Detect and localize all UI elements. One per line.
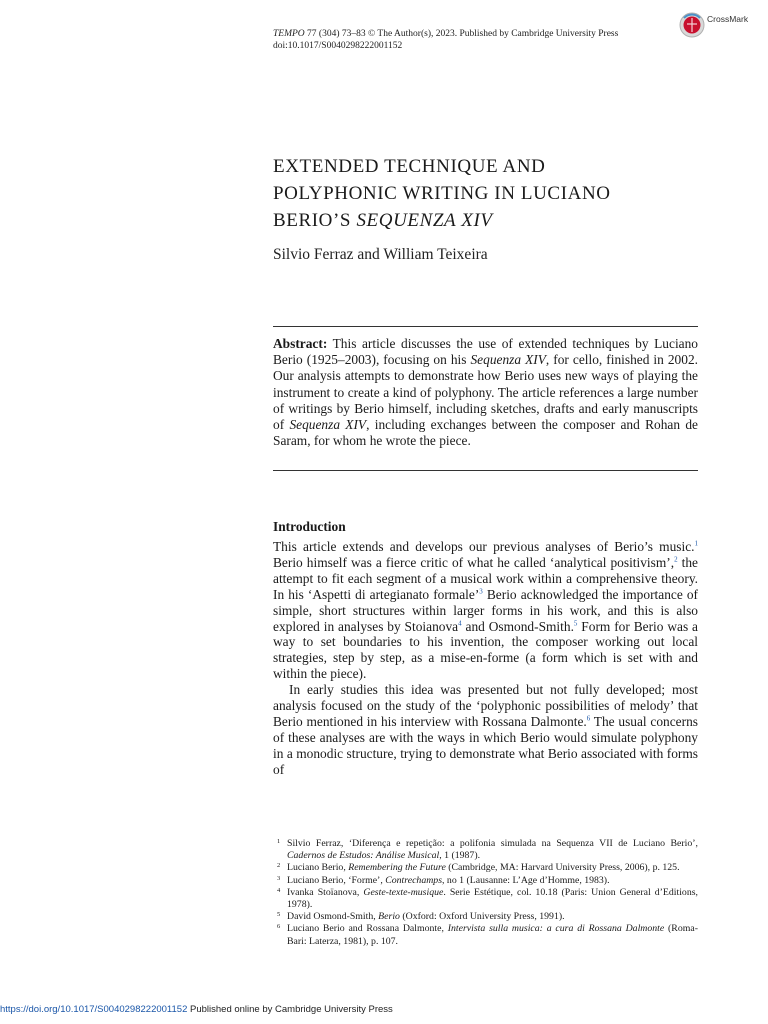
- footnote-run: , 1 (1987).: [439, 850, 481, 862]
- footnote-text: [287, 838, 698, 862]
- footnote-italic: Cadernos de Estudos: Análise Musical: [287, 850, 440, 862]
- footnote-number: 5: [277, 911, 281, 919]
- crossmark-label: CrossMark: [707, 14, 749, 24]
- section-heading: Introduction: [273, 519, 346, 534]
- text-run: Form for Berio was a way to set boundaries to his invention, the composer working out local strategies, step by step, as a mise-en-forme (a form which is set with and within the piece).: [273, 618, 699, 682]
- body-text: [273, 539, 698, 778]
- paragraph-1: [273, 539, 698, 682]
- footnote-item: [277, 911, 698, 923]
- text-run: Berio himself was a fierce critic of what he called ‘analytical positivism’,: [273, 554, 675, 570]
- footnote-ref-1[interactable]: 1: [694, 539, 698, 548]
- footnote-italic: Intervista sulla musica: a cura di Rossana Dalmonte: [447, 923, 665, 935]
- text-run: Berio acknowledged the importance of simple, short structures within larger forms in his work, and this is also explored in analyses by Stoianova: [273, 586, 698, 634]
- article-title: [273, 153, 713, 234]
- footnote-italic: Contrechamps: [385, 874, 443, 886]
- footnote-italic: Geste-texte-musique: [363, 886, 444, 898]
- text-run: the attempt to fit each segment of a musical work within a comprehensive theory. In his ‘Aspetti di artegianato formale’: [273, 554, 698, 602]
- footnote-ref-4[interactable]: 4: [458, 619, 462, 628]
- text-run: The usual concerns of these analyses are with the ways in which Berio would simulate polyphony in a monodic structure, trying to demonstrate what Berio associated with forms of: [273, 713, 698, 777]
- footnote-ref-3[interactable]: 3: [479, 587, 483, 596]
- citation-line: [273, 28, 618, 40]
- footnote-run: (Oxford: Oxford University Press, 1991).: [399, 911, 565, 923]
- citation-details: 77 (304) 73–83 © The Author(s), 2023. Published by Cambridge University Press: [304, 29, 619, 39]
- footnote-run: (Cambridge, MA: Harvard University Press, 2006), p. 125.: [445, 862, 680, 874]
- footnote-ref-5[interactable]: 5: [573, 619, 578, 628]
- title-line-1: EXTENDED TECHNIQUE AND: [273, 156, 546, 177]
- footnote-run: Ivanka Stoïanova,: [287, 886, 364, 898]
- doi-link[interactable]: https://doi.org/10.1017/S0040298222001152: [0, 1004, 188, 1015]
- footnote-item: [277, 838, 698, 862]
- footnote-run: Luciano Berio, ‘Forme’,: [287, 874, 386, 886]
- footnote-ref-6[interactable]: 6: [586, 714, 591, 723]
- text-run: In early studies this idea was presented but not fully developed; most analysis focused on the study of the ‘polyphonic possibilities of melody’ that Berio mentioned in his interview with Rossana Dalmonte.: [273, 682, 698, 729]
- footer-text: Published online by Cambridge University Press: [187, 1004, 393, 1015]
- footnote-text: [287, 911, 698, 923]
- text-run: This article extends and develops our previous analyses of Berio’s music.: [273, 539, 695, 554]
- abstract-text: , for cello, finished in 2002. Our analysis attempts to demonstrate how Berio uses new ways of playing the instrument to create a kind of polyphony. The article references a large number of writings by Berio himself, including sketches, drafts and early manuscripts of: [273, 352, 698, 433]
- footnote-number: 1: [277, 838, 281, 845]
- footnote-text: [287, 862, 698, 874]
- footnote-number: 4: [277, 886, 281, 894]
- footnote-run: Luciano Berio and Rossana Dalmonte,: [287, 923, 448, 935]
- footnote-run: (Roma-Bari: Laterza, 1981), p. 107.: [287, 923, 698, 947]
- footnote-item: [277, 923, 698, 947]
- footnote-item: [277, 862, 698, 874]
- crossmark-icon: [679, 12, 705, 38]
- footnote-run: , no 1 (Lausanne: L’Age d’Homme, 1983).: [442, 874, 610, 886]
- footnote-text: [287, 923, 698, 947]
- footnote-run: Silvio Ferraz, ‘Diferença e repetição: a polifonia simulada na Sequenza VII de Luciano Berio’,: [287, 838, 698, 849]
- footnote-italic: Remembering the Future: [348, 862, 446, 874]
- footnote-run: Luciano Berio,: [287, 862, 349, 874]
- footnote-run: . Serie Estétique, col. 10.18 (Paris: Union General d’Editions, 1978).: [287, 886, 698, 911]
- abstract: [273, 336, 698, 449]
- abstract-bottom-rule: [273, 470, 698, 471]
- footnote-number: 6: [277, 923, 281, 931]
- footnotes: [277, 838, 698, 948]
- footnote-item: [277, 875, 698, 887]
- abstract-italic: Sequenza XIV: [470, 352, 546, 368]
- footnote-text: [287, 887, 698, 911]
- abstract-top-rule: [273, 326, 698, 327]
- title-line-3-plain: BERIO’S: [273, 210, 357, 231]
- abstract-text: , including exchanges between the composer and Rohan de Saram, for whom he wrote the piece.: [273, 417, 698, 449]
- journal-name: TEMPO: [273, 29, 305, 39]
- paragraph-2: [273, 682, 698, 777]
- footnote-italic: Berio: [378, 911, 400, 923]
- footnote-run: David Osmond-Smith,: [287, 911, 379, 923]
- crossmark-badge[interactable]: [679, 12, 748, 38]
- abstract-label: Abstract:: [273, 336, 328, 351]
- footnote-item: [277, 887, 698, 911]
- title-line-2: POLYPHONIC WRITING IN LUCIANO: [273, 183, 611, 204]
- page-footer: [0, 1004, 393, 1015]
- author-list: Silvio Ferraz and William Teixeira: [273, 246, 488, 263]
- doi-line: doi:10.1017/S0040298222001152: [273, 41, 403, 51]
- title-line-3-italic: SEQUENZA XIV: [356, 210, 493, 231]
- journal-header: [273, 28, 618, 52]
- abstract-text: This article discusses the use of extended techniques by Luciano Berio (1925–2003), focusing on his: [273, 336, 698, 368]
- footnote-text: [287, 875, 698, 887]
- footnote-number: 3: [277, 874, 281, 882]
- abstract-italic: Sequenza XIV: [289, 417, 367, 433]
- footnote-ref-2[interactable]: 2: [674, 555, 678, 564]
- text-run: and Osmond-Smith.: [461, 618, 574, 634]
- footnote-number: 2: [277, 862, 281, 870]
